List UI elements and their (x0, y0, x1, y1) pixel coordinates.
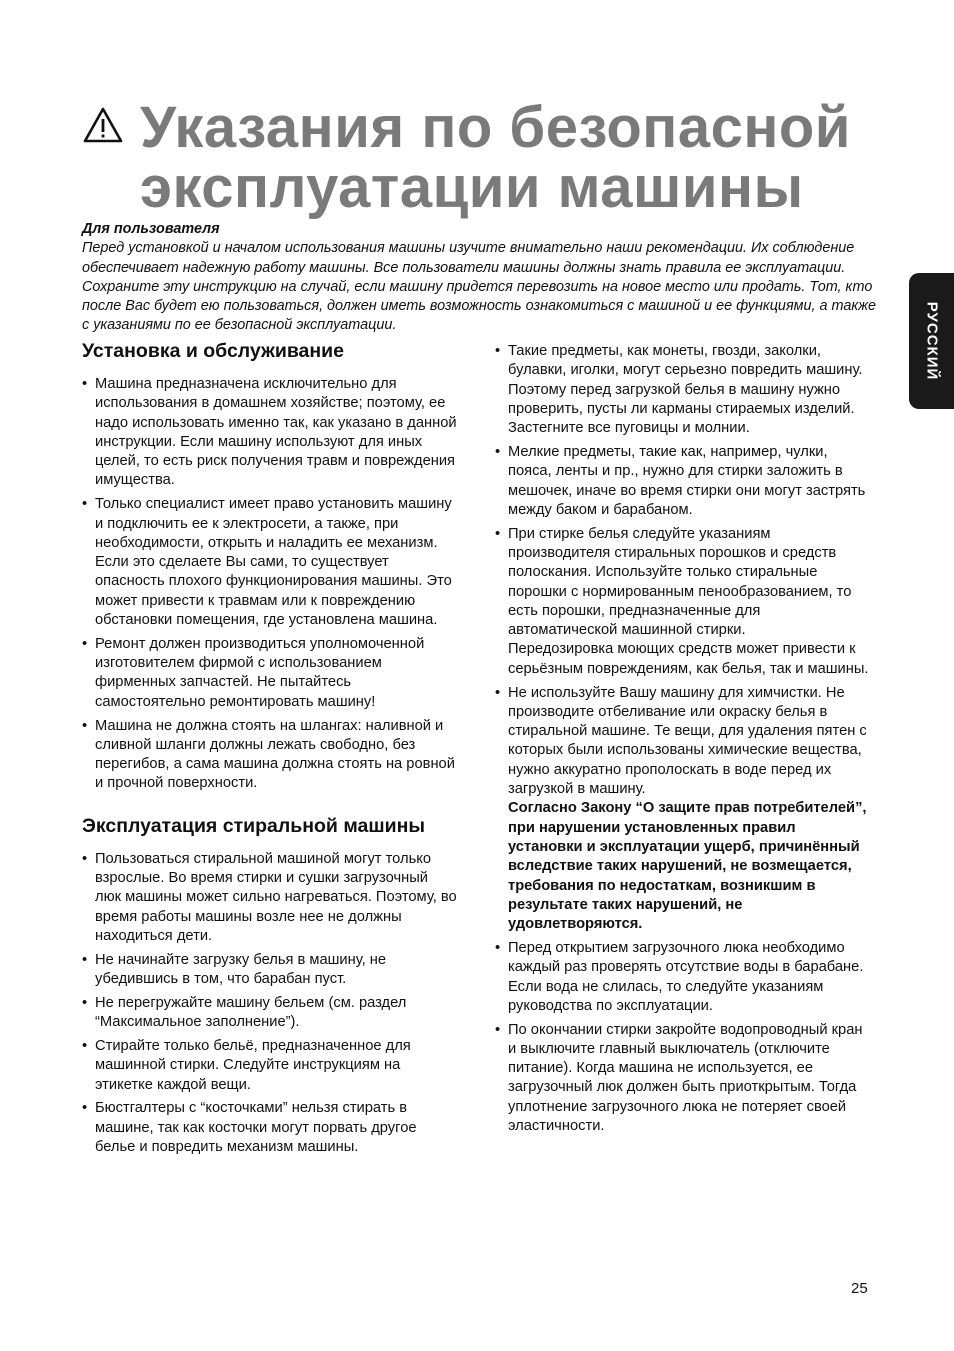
intro-text: Перед установкой и началом использования машины изучите внимательно наши рекомендации. Их соблюдение обеспечивает надежную работу машины. Все пользователи машины должны знать правила ее эксплуатации. Сохраните эту инструкцию на случай, если машину придется перевозить на новое место или продать. Тот, кто после Вас будет ею пользоваться, должен иметь возможность ознакомиться с машиной и ее функциями, а также с указаниями по ее безопасной эксплуатации. (82, 240, 877, 334)
list-item: • Стирайте только бельё, предназначенное для машинной стирки. Следуйте инструкциям на этикетке каждой вещи. (82, 1037, 458, 1095)
title-line-1: Указания по безопасной (140, 95, 851, 160)
section-heading-operation: Эксплуатация стиральной машины (82, 814, 426, 837)
list-item: • Машина не должна стоять на шлангах: наливной и сливной шланги должны лежать свободно, без перегибов, а сама машина должна стоять на ровной и прочной поверхности. (82, 717, 458, 794)
list-item: • Пользоваться стиральной машиной могут только взрослые. Во время стирки и сушки загрузочный люк машины может сильно нагреваться. Поэтому, во время работы машины возле нее не должны находиться дети. (82, 850, 458, 946)
list-item: • Перед открытием загрузочного люка необходимо каждый раз проверять отсутствие воды в барабане. Если вода не слилась, то следуйте указаниям руководства по эксплуатации. (495, 939, 871, 1016)
list-item-text: Только специалист имеет право установить машину и подключить ее к электросети, а также, при необходимости, открыть и наладить ее механизм. (95, 496, 452, 551)
list-item: • Не начинайте загрузку белья в машину, не убедившись в том, что барабан пуст. (82, 951, 458, 990)
section-heading-installation: Установка и обслуживание (82, 340, 345, 362)
list-item-text: При стирке белья следуйте указаниям производителя стиральных порошков и средств полоскания. Используйте только стиральные порошки с нормированным пенообразованием, то есть порошки, предназначенные для автоматической машинной стирки. (508, 525, 852, 639)
list-item-continuation: Если это сделаете Вы сами, то существует опасность плохого функционирования машины. Это может привести к травмам или к повреждению обстановки помещения, где установлена машина. (95, 554, 452, 629)
list-item: • Бюстгалтеры с “косточками” нельзя стирать в машине, так как косточки могут порвать другое белье и повредить механизм машины. (82, 1099, 458, 1157)
right-list (495, 342, 871, 1136)
list-item (82, 495, 458, 630)
language-tab (909, 273, 954, 409)
language-tab-label: РУССКИЙ (923, 301, 940, 381)
title-line-2: эксплуатации машины (140, 155, 804, 220)
list-item: • Не перегружайте машину бельем (см. раздел “Максимальное заполнение”). (82, 994, 458, 1033)
list-item-text: Не используйте Вашу машину для химчистки. Не производите отбеливание или окраску белья в стиральной машине. Те вещи, для удаления пятен с которых были использованы химические вещества, нужно аккуратно прополоскать в воде перед их загрузкой в машину. (508, 684, 867, 798)
right-column (495, 342, 871, 1141)
list-item: • Ремонт должен производиться уполномоченной изготовителем фирмой с использованием фирменных запчастей. Не пытайтесь самостоятельно ремонтировать машину! (82, 635, 458, 712)
page-title (82, 95, 882, 220)
page-number: 25 (851, 1280, 868, 1297)
list-item-continuation: Передозировка моющих средств может привести к серьёзным повреждениям, как белья, так и машины. (508, 641, 869, 677)
intro-heading: Для пользователя (82, 221, 220, 237)
title-block (82, 95, 882, 220)
installation-list (82, 375, 458, 794)
list-item (495, 684, 871, 935)
warning-triangle-icon (82, 106, 124, 144)
list-item: • Такие предметы, как монеты, гвозди, заколки, булавки, иголки, могут серьезно повредить машину. Поэтому перед загрузкой белья в машину нужно проверить, пусты ли карманы стираемых изделий. Застегните все пуговицы и молнии. (495, 342, 871, 438)
left-column (82, 342, 458, 1162)
intro-block (82, 220, 882, 336)
consumer-law-notice: Согласно Закону “О защите прав потребителей”, при нарушении установленных правил установки и эксплуатации ущерб, причинённый вследствие таких нарушений, не возмещается, требования по недостаткам, возникшим в результате таких нарушений, не удовлетворяются. (508, 800, 867, 933)
list-item: • Мелкие предметы, такие как, например, чулки, пояса, ленты и пр., нужно для стирки заложить в мешочек, иначе во время стирки они могут застрять между баком и барабаном. (495, 443, 871, 520)
list-item: • По окончании стирки закройте водопроводный кран и выключите главный выключатель (отключите питание). Когда машина не используется, ее загрузочный люк должен быть приоткрытым. Тогда уплотнение загрузочного люка не потеряет своей эластичности. (495, 1021, 871, 1137)
operation-list (82, 850, 458, 1157)
list-item (495, 525, 871, 679)
list-item: • Машина предназначена исключительно для использования в домашнем хозяйстве; поэтому, ее надо использовать именно так, как указано в данной инструкции. Если машину используют для иных целей, то есть риск получения травм и повреждения имущества. (82, 375, 458, 491)
